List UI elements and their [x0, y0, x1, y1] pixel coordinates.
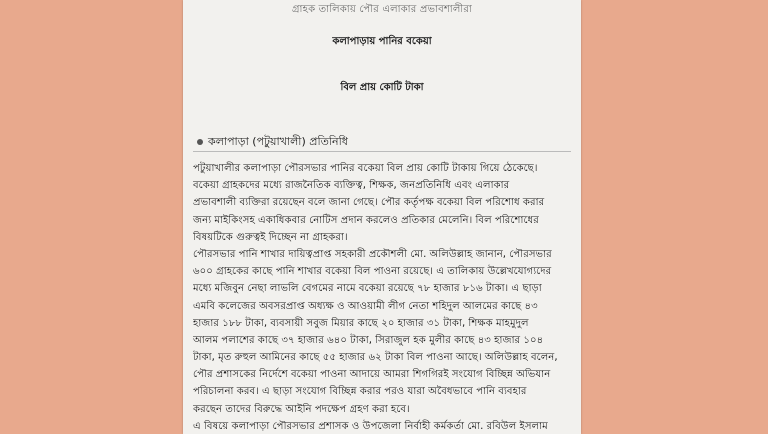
article-body-line: জন্য মাইকিংসহ একাধিকবার নোটিস প্রদান করলেও প্রতিকার মেলেনি। বিল পরিশোধের — [193, 214, 539, 226]
article-headline-line-2: বিল প্রায় কোটি টাকা — [340, 82, 424, 93]
article-body-line: মধ্যে মজিবুন নেছা লাভলি বেগমের নামে বকেয়া রয়েছে ৭৮ হাজার ৮১৬ টাকা। এ ছাড়া — [193, 283, 542, 295]
article-body-line: করছেন তাদের বিরুদ্ধে আইনি পদক্ষেপ গ্রহণ করা হবে। — [193, 403, 410, 415]
article-body — [193, 160, 571, 434]
article-body-line: হাজার ১৮৮ টাকা, ব্যবসায়ী সবুজ মিয়ার কাছে ২০ হাজার ৩১ টাকা, শিক্ষক মাহমুদুল — [193, 317, 529, 329]
article-body-line: পরিচালনা করব। এ ছাড়া সংযোগ বিচ্ছিন্ন করার পরও যারা অবৈধভাবে পানি ব্যবহার — [193, 386, 527, 398]
article-byline — [197, 133, 348, 152]
article-body-line: বিষয়টিকে গুরুত্বই দিচ্ছেন না গ্রাহকরা। — [193, 231, 348, 243]
article-headline-line-1: কলাপাড়ায় পানির বকেয়া — [332, 36, 432, 47]
article-body-line: পৌরসভার পানি শাখার দায়িত্বপ্রাপ্ত সহকারী প্রকৌশলী মো. অলিউল্লাহ জানান, পৌরসভার — [193, 248, 552, 260]
article-body-line: ৬০০ গ্রাহকের কাছে পানি শাখার বকেয়া বিল পাওনা রয়েছে। এ তালিকায় উল্লেখযোগ্যদের — [193, 266, 552, 278]
article-body-line: বকেয়া গ্রাহকদের মধ্যে রাজনৈতিক ব্যক্তিত্ব, শিক্ষক, জনপ্রতিনিধি এবং এলাকার — [193, 180, 510, 192]
article-body-line: প্রভাবশালী ব্যক্তিরা রয়েছেন বলে জানা গেছে। পৌর কর্তৃপক্ষ বকেয়া বিল পরিশোধ করার — [193, 197, 545, 209]
article-body-line: টাকা, মৃত রুহুল আমিনের কাছে ৫৫ হাজার ৬২ টাকা বিল পাওনা আছে। অলিউল্লাহ বলেন, — [193, 352, 558, 364]
article-body-line: এমবি কলেজের অবসরপ্রাপ্ত অধ্যক্ষ ও আওয়ামী লীগ নেতা শহিদুল আলমের কাছে ৪৩ — [193, 300, 538, 312]
divider — [193, 151, 571, 152]
article-body-line: আলম পলাশের কাছে ৩৭ হাজার ৬৪০ টাকা, সিরাজুল হক মুলীর কাছে ৪৩ হাজার ১০৪ — [193, 334, 544, 346]
byline-text: কলাপাড়া (পটুয়াখালী) প্রতিনিধি — [208, 135, 348, 148]
article-body-line: পৌর প্রশাসকের নির্দেশে বকেয়া পাওনা আদায়ে আমরা শিগগিরই সংযোগ বিচ্ছিন্ন অভিযান — [193, 369, 551, 381]
newspaper-clipping — [183, 0, 581, 434]
article-body-line: এ বিষয়ে কলাপাড়া পৌরসভার প্রশাসক ও উপজেলা নির্বাহী কর্মকর্তা মো. রবিউল ইসলাম — [193, 420, 548, 432]
bullet-icon — [197, 139, 203, 145]
article-body-line: পটুয়াখালীর কলাপাড়া পৌরসভার পানির বকেয়া বিল প্রায় কোটি টাকায় গিয়ে ঠেকেছে। — [193, 163, 538, 174]
article-kicker: গ্রাহক তালিকায় পৌর এলাকার প্রভাবশালীরা — [292, 4, 472, 15]
